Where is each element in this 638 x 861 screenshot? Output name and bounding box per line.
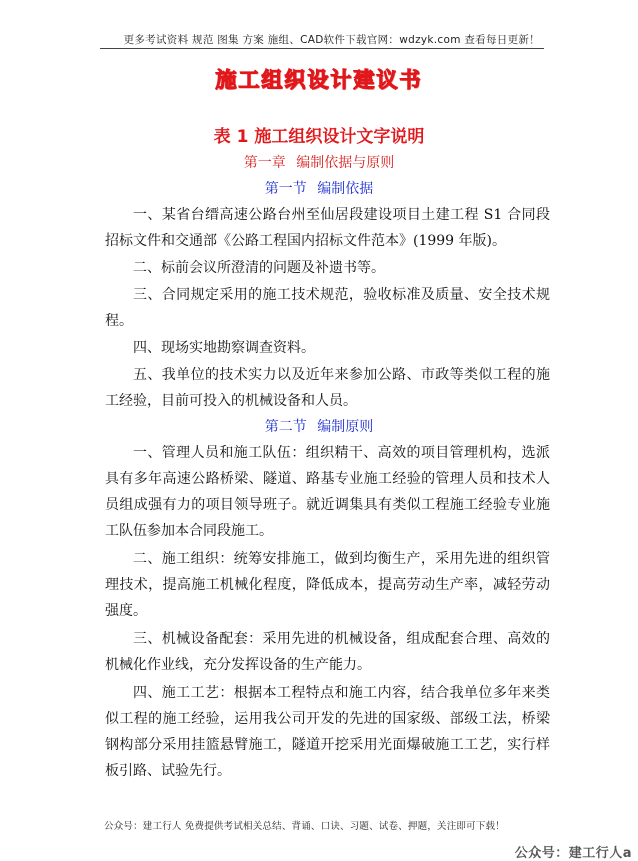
paragraph: 五、我单位的技术实力以及近年来参加公路、市政等类似工程的施工经验，目前可投入的机械设备和人员。 — [105, 367, 550, 409]
header-note: 更多考试资料 规范 图集 方案 施组、CAD软件下载官网：wdzyk.com 查看每日更新！ — [123, 34, 540, 46]
header-divider — [100, 48, 544, 49]
paragraph: 四、施工工艺：根据本工程特点和施工内容，结合我单位多年来类似工程的施工经验，运用我公司开发的先进的国家级、部级工法，桥梁钢构部分采用挂篮悬臂施工，隧道开挖采用光面爆破施工工艺，实行样板引路、试验先行。 — [105, 685, 550, 779]
section-heading-principles: 第二节 编制原则 — [264, 419, 374, 435]
paragraph: 三、机械设备配套：采用先进的机械设备，组成配套合理、高效的机械化作业线，充分发挥设备的生产能力。 — [105, 631, 550, 673]
section-heading-basis: 第一节 编制依据 — [264, 181, 374, 197]
footer-note: 公众号：建工行人 免费提供考试相关总结、背诵、口诀、习题、试卷、押题，关注即可下载！ — [104, 821, 505, 832]
table-title: 表 1 施工组织设计文字说明 — [213, 127, 425, 147]
chapter-heading: 第一章 编制依据与原则 — [243, 155, 395, 171]
paragraph: 三、合同规定采用的施工技术规范，验收标准及质量、安全技术规程。 — [105, 287, 550, 329]
paragraph: 一、管理人员和施工队伍：组织精干、高效的项目管理机构，选派具有多年高速公路桥梁、隧道、路基专业施工经验的管理人员和技术人员组成强有力的项目领导班子。就近调集具有类似工程施工经验专业施工队伍参加本合同段施工。 — [105, 445, 550, 539]
paragraph: 一、某省台缙高速公路台州至仙居段建设项目土建工程 S1 合同段招标文件和交通部《公路工程国内招标文件范本》(1999 年版)。 — [105, 207, 550, 249]
paragraph: 二、标前会议所澄清的问题及补遗书等。 — [133, 260, 385, 276]
watermark: 公众号：建工行人a — [514, 846, 632, 861]
paragraph: 四、现场实地勘察调查资料。 — [133, 340, 315, 356]
paragraph: 二、施工组织：统筹安排施工，做到均衡生产，采用先进的组织管理技术，提高施工机械化程度，降低成本，提高劳动生产率，减轻劳动强度。 — [105, 551, 550, 619]
document-title: 施工组织设计建议书 — [215, 67, 423, 92]
